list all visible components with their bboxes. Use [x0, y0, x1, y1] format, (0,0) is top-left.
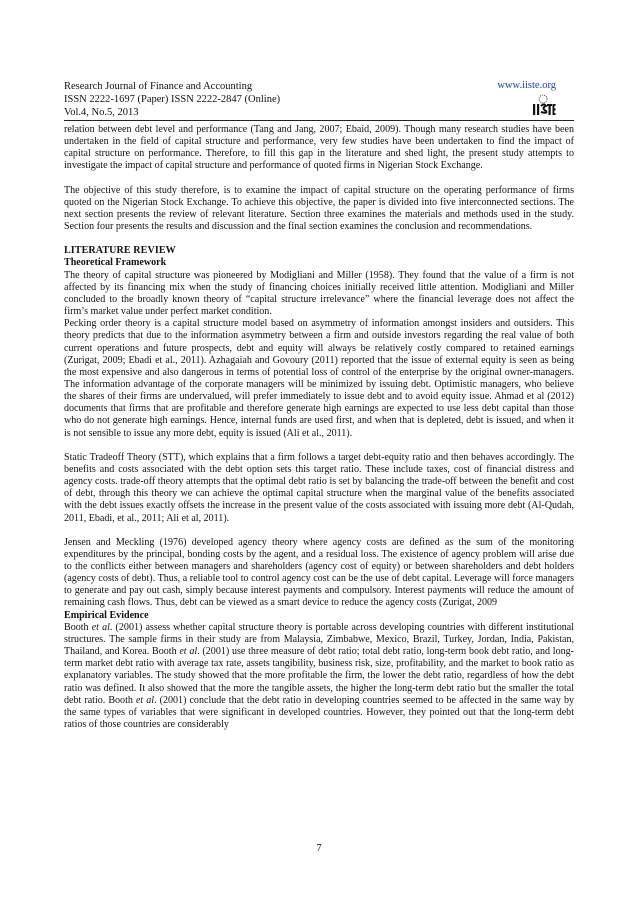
running-header — [64, 80, 574, 120]
header-rule — [64, 120, 574, 121]
pecking-order-paragraph: Pecking order theory is a capital structure model based on asymmetry of information amongst insiders and outsiders. This theory predicts that due to the information asymmetry between a firm and outside investors regarding the real value of both current operations and future prospects, debt and equity will always be relatively costly compared to retained earnings (Zurigat, 2009; Ebadi et al., 2011). Azhagaiah and Govoury (2011) reported that the issue of external equity is seen as being the most expensive and also dangerous in terms of potential loss of control of the enterprise by the original owner-managers. The information advantage of the corporate managers will be minimized by issuing debt. Optimistic managers, who believe the shares of their firms are undervalued, will prefer immediately to issue debt and to avoid equity issue. Ahmad et al (2012) documents that firms that are profitable and therefore generate high earnings are expected to use less debt capital than those who do not generate high earnings. Hence, internal funds are used first, and when that is depleted, debt is issued, and when it is not sensible to issue any more debt, equity is issued (Ali et al., 2011). — [64, 318, 574, 439]
issn-line: ISSN 2222-1697 (Paper) ISSN 2222-2847 (Online) — [64, 94, 281, 105]
booth-paragraph: Booth et al. (2001) assess whether capital structure theory is portable across developing countries with different institutional structures. The sample firms in their study are from Malaysia, Zimbabwe, Mexico, Brazil, Turkey, Jordan, India, Pakistan, Thailand, and Korea. Booth et al. (2001) use three measure of debt ratio; total debt ratio, long-term book debt ratio, and long-term market debt ratio with average tax rate, assets tangibility, business risk, size, profitability, and the market to book ratio as explanatory variables. The study showed that the more profitable the firm, the lower the debt ratio, regardless of how the debt ratio was defined. It also showed that the more the tangible assets, the higher the long-term debt ratio but the smaller the total debt ratio. Booth et al. (2001) conclude that the debt ratio in developing countries seemed to be affected in the same way by the same types of variables that were significant in developed countries. However, they pointed out that the long-term debt ratios of those countries are considerably — [64, 621, 575, 731]
tradeoff-paragraph: Static Tradeoff Theory (STT), which explains that a firm follows a target debt-equity ratio and then behaves accordingly. The benefits and costs associated with the debt option sets this target ratio. These include taxes, cost of financial distress and agency costs. trade-off theory attempts that the optimal debt ratio is set by balancing the trade-off between the benefit and cost of debt, through this theory we can achieve the optimal capital structure when the marginal value of the benefits associated with the debt issues exactly offsets the increase in the present value of the costs associated with issuing more debt (Al-Qudah, 2011, Ebadi, et al., 2011; Ali et al, 2011). — [64, 451, 574, 524]
subheading-empirical: Empirical Evidence — [64, 609, 149, 621]
agency-paragraph: Jensen and Meckling (1976) developed agency theory where agency costs are defined as the sum of the monitoring expenditures by the principal, bonding costs by the agent, and a residual loss. The existence of agency problem will arise due to the conflicts either between managers and shareholders (agency cost of equity) or between shareholders and debt holders (agency costs of debt). Thus, a reliable tool to control agency cost can be the use of debt capital. Leverage will force managers to generate and pay out cash, simply because interest payments and compulsory. Interest payments will reduce the amount of remaining cash flows. Thus, debt can be viewed as a smart device to reduce the agency costs (Zurigat, 2009 — [64, 536, 574, 609]
section-heading: LITERATURE REVIEW — [64, 245, 176, 257]
article-body — [64, 124, 574, 731]
mm-paragraph: The theory of capital structure was pioneered by Modigliani and Miller (1958). They found that the value of a firm is not affected by its financing mix when the study of financing choices initially received little attention. Modigliani and Miller concluded to the broadly known theory of “capital structure irrelevance” where the financial leverage does not affect the firm’s market value under perfect market condition. — [64, 269, 574, 318]
page-number: 7 — [316, 843, 322, 854]
journal-url-link[interactable]: www.iiste.org — [497, 80, 556, 91]
iiste-logo-icon — [530, 94, 556, 118]
intro-paragraph-2: The objective of this study therefore, is to examine the impact of capital structure on the operating performance of firms quoted on the Nigerian Stock Exchange. To achieve this objective, the paper is divided into five interconnected sections. The next section presents the review of relevant literature. Section three examines the materials and methods used in the study. Section four presents the results and discussion and the final section examines the conclusion and recommendations. — [64, 184, 574, 233]
subheading-theoretical: Theoretical Framework — [64, 257, 167, 269]
volume-line: Vol.4, No.5, 2013 — [64, 107, 139, 118]
intro-paragraph-1: relation between debt level and performance (Tang and Jang, 2007; Ebaid, 2009). Though many research studies have been undertaken in the field of capital structure and performance, very few studies have been undertaken to find the impact of capital structure on performance. Therefore, to fill this gap in the literature and shed light, the present study attempts to investigate the impact of capital structure and performance of quoted firms in Nigerian Stock Exchange. — [64, 124, 574, 172]
journal-title: Research Journal of Finance and Accounting — [64, 81, 253, 92]
